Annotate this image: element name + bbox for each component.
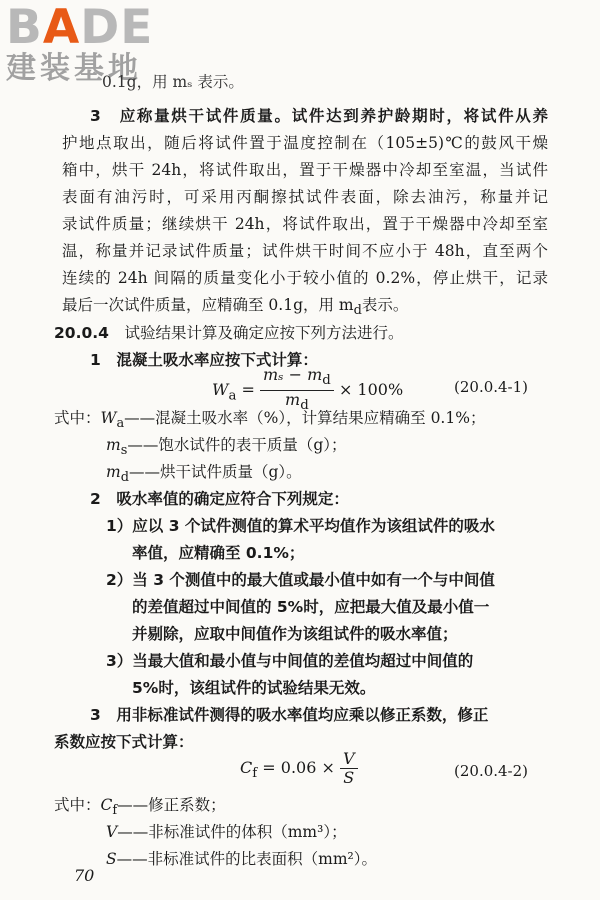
fragment-top: 0.1g，用 mₛ 表示。: [102, 73, 244, 91]
item3-line1: 3 用非标准试件测得的吸水率值均应乘以修正系数，修正: [90, 706, 489, 724]
section3-line-2: 护地点取出，随后将试件置于温度控制在（105±5)℃的鼓风干燥: [62, 134, 548, 152]
item2-heading: 2 吸水率值的确定应符合下列规定：: [90, 490, 349, 508]
page-number: 70: [74, 866, 95, 885]
section3-line-3: 箱中，烘干 24h，将试件取出，置于干燥器中冷却至室温，当试件: [62, 161, 548, 179]
section3-line-7: 连续的 24h 间隔的质量变化小于较小值的 0.2%，停止烘干，记录: [62, 269, 548, 287]
logo-a-letter: A: [42, 0, 81, 55]
equation-2-number: (20.0.4-2): [454, 762, 529, 780]
equation-2-fraction: $\frac{V}{S}$: [340, 750, 358, 787]
def2-s: S——非标准试件的比表面积（mm²）。: [106, 850, 377, 868]
item1-heading: 1 混凝土吸水率应按下式计算：: [90, 351, 318, 369]
item2-sub2-line2: 的差值超过中间值的 5%时，应把最大值及最小值一: [132, 598, 490, 616]
equation-1-number: (20.0.4-1): [454, 378, 529, 396]
def1-wa: 式中：$W_a——$混凝土吸水率（%），计算结果应精确至 0.1%；: [54, 409, 486, 432]
section3-line-4: 表面有油污时，可采用丙酮擦拭试件表面，除去油污，称量并记: [62, 188, 548, 206]
section3-line-6: 温，称量并记录试件质量；试件烘干时间不应小于 48h，直至两个: [62, 242, 548, 260]
item2-sub3-line1: 3）当最大值和最小值与中间值的差值均超过中间值的: [106, 652, 474, 670]
item2-sub3-line2: 5%时，该组试件的试验结果无效。: [132, 679, 376, 697]
def2-cf: 式中：$C_f——$修正系数；: [54, 796, 226, 819]
section3-line-1: 3 应称量烘干试件质量。试件达到养护龄期时，将试件从养: [90, 107, 548, 125]
section3-line-8: 最后一次试件质量，应精确至 0.1g，用 $m_d$表示。: [62, 296, 409, 319]
equation-2: $C_f = 0.06$ × $\frac{V}{S}$: [240, 750, 358, 787]
def1-ms: $m_s——$饱水试件的表干质量（g）；: [106, 436, 347, 459]
logo-subtitle: 建装基地: [6, 51, 142, 86]
section3-line-5: 录试件质量；继续烘干 24h，将试件取出，置于干燥器中冷却至室: [62, 215, 548, 233]
logo-wordmark: BADE: [6, 0, 154, 55]
clause-heading: 20.0.4 试验结果计算及确定应按下列方法进行。: [54, 324, 404, 342]
equation-1-fraction: $\frac{m_s - m_d}{m_d}$: [260, 366, 334, 415]
item2-sub1-line1: 1）应以 3 个试件测值的算术平均值作为该组试件的吸水: [106, 517, 495, 535]
item2-sub2-line1: 2）当 3 个测值中的最大值或最小值中如有一个与中间值: [106, 571, 495, 589]
item2-sub1-line2: 率值，应精确至 0.1%；: [132, 544, 305, 562]
def1-md: $m_d——$烘干试件质量（g）。: [106, 463, 302, 486]
item2-sub2-line3: 并剔除，应取中间值作为该组试件的吸水率值；: [132, 625, 458, 643]
equation-1: $W_a$ = $\frac{m_s - m_d}{m_d}$ × 100%: [212, 365, 404, 414]
item3-line2: 系数应按下式计算：: [54, 733, 194, 751]
def2-v: V——非标准试件的体积（mm³）；: [106, 823, 347, 841]
